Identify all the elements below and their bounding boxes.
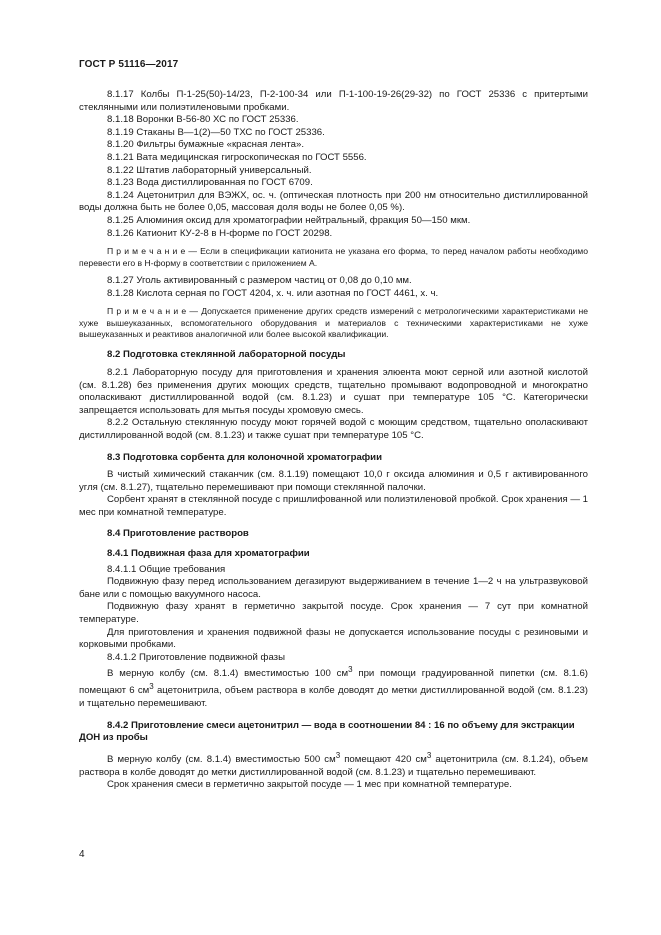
paragraph-8-4-1-1: 8.4.1.1 Общие требования <box>107 563 226 575</box>
text-run: ацетонитрила, объем раствора в колбе доводят до метки дистиллированной водой (см. 8.1.23) и тщательно перемешивают. <box>79 685 588 709</box>
paragraph-8-1-26: 8.1.26 Катионит КУ-2-8 в Н-форме по ГОСТ 20298. <box>107 227 333 239</box>
paragraph-8-1-22: 8.1.22 Штатив лабораторный универсальный. <box>107 164 312 176</box>
paragraph-8-1-17: 8.1.17 Колбы П-1-25(50)-14/23, П-2-100-34 или П-1-100-19-26(29-32) по ГОСТ 25336 с притертыми стеклянными или полиэтиленовыми пробками. <box>79 89 588 113</box>
document-body <box>79 89 588 792</box>
paragraph-8-1-28: 8.1.28 Кислота серная по ГОСТ 4204, х. ч. или азотная по ГОСТ 4461, х. ч. <box>107 287 439 299</box>
heading-8-4: 8.4 Приготовление растворов <box>107 528 249 540</box>
paragraph-8-3-b: Сорбент хранят в стеклянной посуде с пришлифованной или полиэтиленовой пробкой. Срок хранения — 1 мес при комнатной температуре. <box>79 494 588 518</box>
paragraph-8-1-23: 8.1.23 Вода дистиллированная по ГОСТ 6709. <box>107 177 313 189</box>
text-run: В мерную колбу (см. 8.1.4) вместимостью 100 см <box>107 668 349 680</box>
text-run: В мерную колбу (см. 8.1.4) вместимостью 500 см <box>107 753 336 765</box>
text-run: ацетонитрила (см. 8.1.24), объем раствора в колбе доводят до метки дистиллированной водой (см. 8.1.23) и тщательно перемешивают. <box>79 753 588 778</box>
paragraph-8-1-27: 8.1.27 Уголь активированный с размером частиц от 0,08 до 0,10 мм. <box>107 274 412 286</box>
paragraph-8-4-1-2-a <box>79 664 588 710</box>
superscript: 3 <box>426 750 432 760</box>
heading-8-4-1: 8.4.1 Подвижная фаза для хроматографии <box>107 548 310 560</box>
heading-8-4-2: 8.4.2 Приготовление смеси ацетонитрил — вода в соотношении 84 : 16 по объему для экстракции ДОН из пробы <box>79 719 575 744</box>
paragraph-8-4-1-1-c: Для приготовления и хранения подвижной фазы не допускается использование посуды с резиновыми и корковыми пробками. <box>79 626 588 651</box>
note-equipment: П р и м е ч а н и е — Допускается применение других средств измерений с метрологическими характеристиками не хуже вышеуказанных, вспомогательного оборудования и материалов с техническими характеристиками не хуже вышеуказанных и реактивов аналогичной или более высокой квалификации. <box>79 306 588 339</box>
paragraph-8-4-1-1-a: Подвижную фазу перед использованием дегазируют выдерживанием в течение 1—2 ч на ультразвуковой бане или с помощью вакуумного насоса. <box>79 576 588 600</box>
text-run: помещают 420 см <box>340 753 427 765</box>
superscript: 3 <box>335 750 341 760</box>
paragraph-8-1-24: 8.1.24 Ацетонитрил для ВЭЖХ, ос. ч. (оптическая плотность при 200 нм относительно дистиллированной воды должна быть не более 0,05, массовая доля воды не более 0,05 %). <box>79 189 588 214</box>
page-number: 4 <box>79 849 85 860</box>
note-cation-exchanger: П р и м е ч а н и е — Если в спецификации катионита не указана его форма, то перед началом работы необходимо перевести его в Н-форму в соответствии с приложением А. <box>79 246 588 268</box>
paragraph-8-1-25: 8.1.25 Алюминия оксид для хроматографии нейтральный, фракция 50—150 мкм. <box>107 214 471 226</box>
superscript: 3 <box>348 665 353 675</box>
document-header: ГОСТ Р 51116—2017 <box>79 59 179 70</box>
paragraph-8-2-2: 8.2.2 Остальную стеклянную посуду моют горячей водой с моющим средством, тщательно ополаскивают дистиллированной водой (см. 8.1.23) и также сушат при температуре 105 °C. <box>79 417 588 441</box>
paragraph-8-4-2-a <box>79 750 588 779</box>
paragraph-8-4-1-1-b: Подвижную фазу хранят в герметично закрытой посуде. Срок хранения — 7 сут при комнатной температуре. <box>79 601 588 626</box>
paragraph-8-1-18: 8.1.18 Воронки В-56-80 ХС по ГОСТ 25336. <box>107 114 299 126</box>
heading-8-2: 8.2 Подготовка стеклянной лабораторной посуды <box>107 349 346 361</box>
paragraph-8-1-21: 8.1.21 Вата медицинская гигроскопическая по ГОСТ 5556. <box>107 151 367 163</box>
paragraph-8-4-1-2: 8.4.1.2 Приготовление подвижной фазы <box>107 651 285 663</box>
paragraph-8-1-20: 8.1.20 Фильтры бумажные «красная лента». <box>107 139 304 151</box>
paragraph-8-4-2-b: Срок хранения смеси в герметично закрытой посуде — 1 мес при комнатной температуре. <box>107 779 512 791</box>
paragraph-8-2-1: 8.2.1 Лабораторную посуду для приготовления и хранения элюента моют серной или азотной кислотой (см. 8.1.28) без применения других моющих средств, тщательно промывают водопроводной и многократно ополаскивают дистиллированной водой (см. 8.1.23) и сушат при температуре 105 °C. Категорически запрещается использовать для мытья посуды хромовую смесь. <box>79 366 588 416</box>
paragraph-8-1-19: 8.1.19 Стаканы В—1(2)—50 ТХС по ГОСТ 25336. <box>107 126 325 138</box>
superscript: 3 <box>149 682 154 692</box>
paragraph-8-3-a: В чистый химический стаканчик (см. 8.1.19) помещают 10,0 г оксида алюминия и 0,5 г активированного угля (см. 8.1.27), тщательно перемешивают при помощи стеклянной палочки. <box>79 469 588 493</box>
heading-8-3: 8.3 Подготовка сорбента для колоночной хроматографии <box>107 451 382 463</box>
text-run: при помощи градуированной пипетки (см. 8.1.6) помещают 6 см <box>79 668 588 697</box>
